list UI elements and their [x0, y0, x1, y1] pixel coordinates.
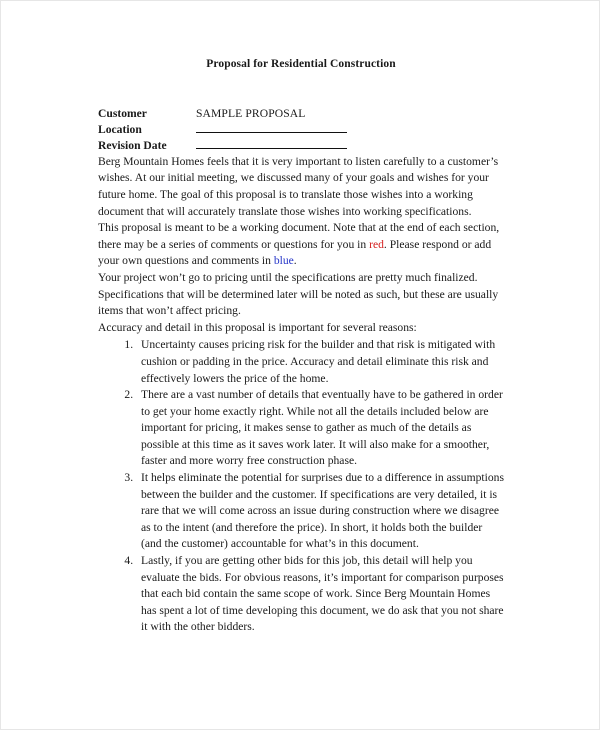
list-item: 2. There are a vast number of details that eventually have to be gathered in order to get your home exactly right. While not all the details included below are important for pricing, it makes sense to gather as much of the details as possible at this time as it saves work later. It will also make for a smoother, faster and more worry free construction phase. — [136, 387, 504, 470]
meta-value-customer: SAMPLE PROPOSAL — [196, 106, 306, 120]
working-document-text-part2: . Please respond or add your own questions and comments in — [98, 237, 492, 268]
red-keyword: red — [369, 237, 384, 251]
list-item: 3. It helps eliminate the potential for surprises due to a difference in assumptions between the builder and the customer. If specifications are very detailed, it is rare that we will come across an issue during construction where we disagree as to the intent (and therefore the price). In short, it holds both the builder (and the customer) accountable for what’s in this document. — [136, 470, 504, 553]
meta-label-customer: Customer — [98, 106, 147, 120]
meta-value-location — [196, 122, 504, 133]
page-title: Proposal for Residential Construction — [206, 58, 396, 70]
meta-label-revision-date: Revision Date — [98, 138, 167, 152]
meta-row-location — [98, 122, 504, 138]
document-body — [98, 1, 504, 636]
working-document-text-part3: . — [293, 254, 297, 268]
list-item: 1. Uncertainty causes pricing risk for the builder and that risk is mitigated with cushion or padding in the price. Accuracy and detail eliminate this risk and effectively lowers the price of the home. — [136, 337, 504, 387]
working-document-text-part1: This proposal is meant to be a working document. Note that at the end of each section, there may be a series of comments or questions for you in — [98, 221, 500, 251]
intro-paragraph: Berg Mountain Homes feels that it is very important to listen carefully to a customer’s wishes. At our initial meeting, we discussed many of your goals and wishes for your future home. The goal of this proposal is to translate those wishes into a working document that will accurately translate those wishes into working specifications. — [98, 154, 499, 218]
meta-value-revision-date — [196, 138, 504, 149]
list-item: 4. Lastly, if you are getting other bids for this job, this detail will help you evaluate the bids. For obvious reasons, it’s important for comparison purposes that each bid contain the same scope of work. Since Berg Mountain Homes has spent a lot of time developing this document, we do ask that you not share it with the other bidders. — [136, 553, 504, 636]
location-fill-in-rule — [196, 132, 347, 133]
meta-row-customer — [98, 106, 504, 122]
blue-keyword: blue — [273, 254, 294, 268]
meta-row-revision-date — [98, 138, 504, 154]
reasons-list — [98, 337, 504, 636]
pricing-paragraph: Your project won’t go to pricing until the specifications are pretty much finalized. Specifications that will be determined later will be noted as such, but these are usually items that won’t affect pricing. — [98, 270, 499, 318]
meta-label-location: Location — [98, 122, 142, 136]
proposal-meta-block — [98, 106, 504, 154]
revision-date-fill-in-rule — [196, 148, 347, 149]
reasons-intro: Accuracy and detail in this proposal is important for several reasons: — [98, 320, 417, 334]
working-document-paragraph — [98, 220, 504, 270]
